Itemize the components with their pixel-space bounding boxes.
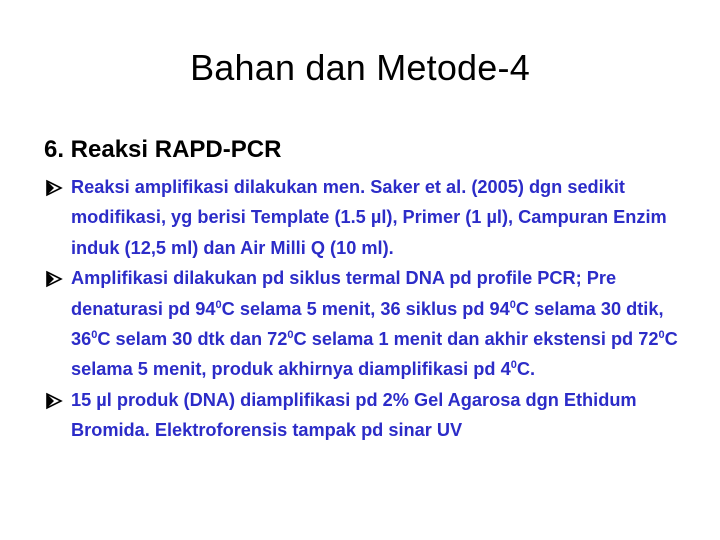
bullet-item-electrophoresis [44,385,684,446]
degree-superscript: 0 [215,298,222,311]
bullet-item-pcr-profile [44,263,684,385]
slide-title: Bahan dan Metode-4 [190,47,530,88]
degree-superscript: 0 [91,329,98,342]
bullet-item-reaction-composition [44,172,684,263]
bullet-list [44,172,684,446]
bullet-text: Reaksi amplifikasi dilakukan men. Saker et al. (2005) dgn sedikit modifikasi, yg berisi Template (1.5 µl), Primer (1 µl), Campuran Enzim induk (12,5 ml) dan Air Milli Q (10 ml). [71,177,667,258]
degree-superscript: 0 [287,329,294,342]
degree-superscript: 0 [510,359,517,372]
text-segment: C selama 5 menit, 36 siklus pd 94 [221,298,510,319]
degree-superscript: 0 [658,329,665,342]
bullet-text: 15 µl produk (DNA) diamplifikasi pd 2% Gel Agarosa dgn Ethidum Bromida. Elektroforensis tampak pd sinar UV [71,389,637,441]
text-segment: C selama 1 menit dan akhir ekstensi pd 72 [293,329,659,350]
text-segment: Amplifikasi dilakukan pd siklus termal DNA pd profile PCR; Pre denaturasi pd 94 [71,268,617,319]
section-heading: 6. Reaksi RAPD-PCR [44,136,282,163]
arrowhead-bullet-icon [44,172,66,202]
arrowhead-bullet-icon [44,263,66,293]
arrowhead-bullet-icon [44,385,66,415]
degree-superscript: 0 [509,298,516,311]
bullet-text [71,268,678,379]
text-segment: C. [516,359,535,380]
text-segment: C selama 5 menit, produk akhirnya diamplifikasi pd 4 [71,329,678,380]
text-segment: C selam 30 dtk dan 72 [97,329,288,350]
text-segment: C selama 30 dtik, 36 [71,298,664,350]
